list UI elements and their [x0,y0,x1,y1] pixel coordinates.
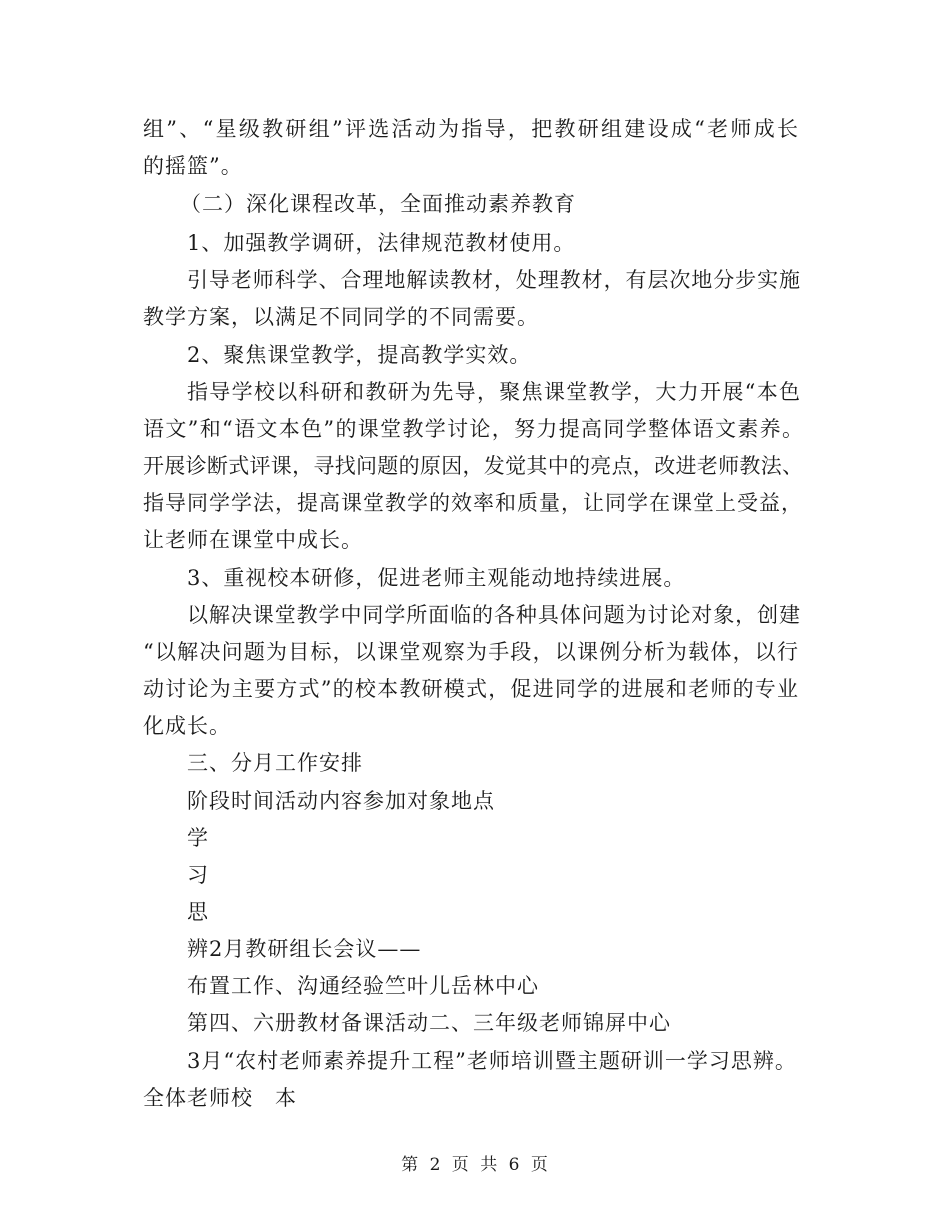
table-cell-text: 思 [187,900,209,924]
paragraph-line: 以解决课堂教学中同学所面临的各种具体问题为讨论对象，创建 [187,603,800,627]
table-cell-text: 布置工作、沟通经验竺叶儿岳林中心 [187,974,539,998]
paragraph-line: 开展诊断式评课，寻找问题的原因，发觉其中的亮点，改进老师教法、 [143,454,803,478]
paragraph-line: 组”、“星级教研组”评选活动为指导，把教研组建设成“老师成长 [143,117,798,141]
paragraph-line: 让老师在课堂中成长。 [143,528,363,552]
page-number-footer: 第 2 页 共 6 页 [401,1155,549,1175]
paragraph-line: 教学方案，以满足不同同学的不同需要。 [143,305,539,329]
section-heading: （二）深化课程改革，全面推动素养教育 [180,192,576,216]
subsection-heading: 1、加强教学调研，法律规范教材使用。 [187,231,576,255]
paragraph-line: 指导同学学法，提高课堂教学的效率和质量，让同学在课堂上受益， [143,491,803,515]
table-cell-text: 第四、六册教材备课活动二、三年级老师锦屏中心 [187,1011,671,1035]
table-cell-text: 3月“农村老师素养提升工程”老师培训暨主题研训一学习思辨。 [187,1049,797,1073]
table-cell-text: 辨2月教研组长会议—— [187,937,422,961]
table-cell-text: 习 [187,863,209,887]
paragraph-line: 指导学校以科研和教研为先导，聚焦课堂教学，大力开展“本色 [187,380,800,404]
paragraph-line: 语文”和“语文本色”的课堂教学讨论，努力提高同学整体语文素养。 [143,417,803,441]
paragraph-line: 的摇篮”。 [143,154,243,178]
table-cell-text: 学 [187,826,209,850]
table-cell-text: 全体老师校 本 [143,1086,297,1110]
section-heading: 三、分月工作安排 [187,751,363,775]
table-header-text: 阶段时间活动内容参加对象地点 [187,789,495,813]
paragraph-line: 化成长。 [143,714,231,738]
paragraph-line: “以解决问题为目标，以课堂观察为手段，以课例分析为载体，以行 [143,640,798,664]
subsection-heading: 2、聚焦课堂教学，提高教学实效。 [187,343,532,367]
subsection-heading: 3、重视校本研修，促进老师主观能动地持续进展。 [187,566,686,590]
paragraph-line: 动讨论为主要方式”的校本教研模式，促进同学的进展和老师的专业 [143,677,798,701]
paragraph-line: 引导老师科学、合理地解读教材，处理教材，有层次地分步实施 [187,268,800,292]
